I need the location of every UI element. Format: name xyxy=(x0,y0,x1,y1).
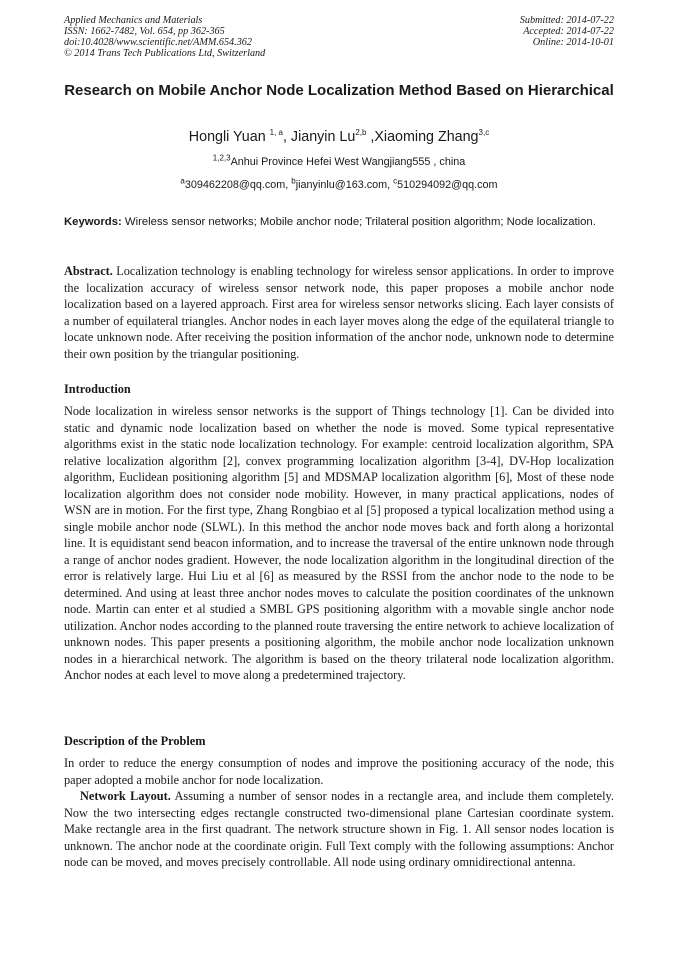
paper-title: Research on Mobile Anchor Node Localization Method Based on Hierarchical xyxy=(64,82,614,99)
affiliation xyxy=(64,153,614,169)
section-heading-problem: Description of the Problem xyxy=(64,734,206,748)
keywords xyxy=(64,215,614,230)
accepted-date: Accepted: 2014-07-22 xyxy=(523,26,614,37)
abstract-text: Localization technology is enabling technology for wireless sensor applications. In order to improve the localization accuracy of wireless sensor network node, this paper proposes a mobile anchor node localization based on a layered approach. First area for wireless sensor networks slicing. Each layer consists of a number of equilateral triangles. Anchor nodes in each layer moves along the edge of the equilateral triangle to locate unknown node. After receiving the position information of the anchor node, unknown node to determine their own position by the triangular positioning. xyxy=(64,264,614,361)
journal-copyright: © 2014 Trans Tech Publications Ltd, Switzerland xyxy=(64,48,266,59)
keywords-label: Keywords: xyxy=(64,216,122,228)
affiliation-mark: 1,2,3 xyxy=(212,153,231,163)
author-affil-mark: 1, a xyxy=(269,128,283,138)
email-address: 309462208@qq.com, xyxy=(184,179,292,191)
network-layout-text: Assuming a number of sensor nodes in a rectangle area, and include them completely. Now the two intersecting edges rectangle constructed two-dimensional plane Cartesian coordinate system. Make rectangle area in the first quadrant. The network structure shown in Fig. 1. All sensor nodes location is unknown. The anchor node at the coordinate origin. Full Text comply with the following assumptions: Anchor node can be moved, and moves precisely controllable. All node using ordinary omnidirectional antenna. xyxy=(64,789,614,869)
network-layout-paragraph xyxy=(64,788,614,871)
author-affil-mark: 3,c xyxy=(478,128,490,138)
network-layout-label: Network Layout. xyxy=(80,789,171,803)
abstract xyxy=(64,263,614,362)
submission-dates xyxy=(520,15,614,48)
submitted-date: Submitted: 2014-07-22 xyxy=(519,15,614,26)
problem-paragraph: In order to reduce the energy consumption of nodes and improve the positioning accuracy of the node, this paper adopted a mobile anchor for node localization. xyxy=(64,756,614,787)
affiliation-text: Anhui Province Hefei West Wangjiang555 , china xyxy=(230,156,466,168)
introduction-paragraph: Node localization in wireless sensor networks is the support of Things technology [1]. Can be divided into static and dynamic node localization based on whether the node is moved. Some typical representative algorithms exist in the static node localization technology. For example: centroid localization algorithm, SPA relative localization algorithm [2], convex programming localization algorithm [3-4], DV-Hop localization algorithm, Euclidean positioning algorithm [5] and MDSMAP localization algorithm [6], Most of these node localization algorithm does not consider node mobility. However, in many practical applications, nodes of WSN are in motion. For the first type, Zhang Rongbiao et al [5] proposed a typical localization method using a single mobile anchor node (SLWL). In this method the anchor node moves back and forth along a horizontal line. It is equidistant send beacon information, and to increase the traversal of the entire unknown node through a range of anchor nodes gradient. However, the node localization algorithm in the longitudinal direction of the error is relatively large. Hui Liu et al [6] as measured by the RSSI from the anchor node to the node to be determined. And using at least three anchor nodes moves to calculate the position coordinates of the unknown node. Martin can enter et al studied a SMBL GPS positioning algorithm with a movable single anchor node utilization. Anchor nodes according to the planned route traversing the entire network to achieve localization of unknown nodes. This paper presents a positioning algorithm, the mobile anchor node localization unknown nodes in a hierarchical network. The algorithm is based on the theory trilateral node localization algorithm. Anchor nodes at each level to move along a predetermined trajectory. xyxy=(64,404,614,682)
author-name: Hongli Yuan xyxy=(188,129,270,145)
author-separator: , xyxy=(366,129,375,145)
online-date: Online: 2014-10-01 xyxy=(532,37,614,48)
author-affil-mark: 2,b xyxy=(355,128,367,138)
email-mark: c xyxy=(393,176,398,186)
email-mark: a xyxy=(180,176,185,186)
author-name: Xiaoming Zhang xyxy=(374,129,479,145)
abstract-label: Abstract. xyxy=(64,264,113,278)
author-name: Jianyin Lu xyxy=(290,129,356,145)
email-mark: b xyxy=(291,176,296,186)
section-heading-introduction: Introduction xyxy=(64,382,131,396)
keywords-text: Wireless sensor networks; Mobile anchor node; Trilateral position algorithm; Node localization. xyxy=(121,216,596,228)
journal-info xyxy=(64,15,265,59)
author-emails xyxy=(64,176,614,192)
email-address: 510294092@qq.com xyxy=(397,179,498,191)
author-separator: , xyxy=(282,129,291,145)
author-list xyxy=(64,128,614,146)
journal-issn: ISSN: 1662-7482, Vol. 654, pp 362-365 xyxy=(64,26,225,37)
journal-name: Applied Mechanics and Materials xyxy=(64,15,203,26)
email-address: jianyinlu@163.com, xyxy=(295,179,394,191)
journal-doi: doi:10.4028/www.scientific.net/AMM.654.362 xyxy=(64,37,252,48)
